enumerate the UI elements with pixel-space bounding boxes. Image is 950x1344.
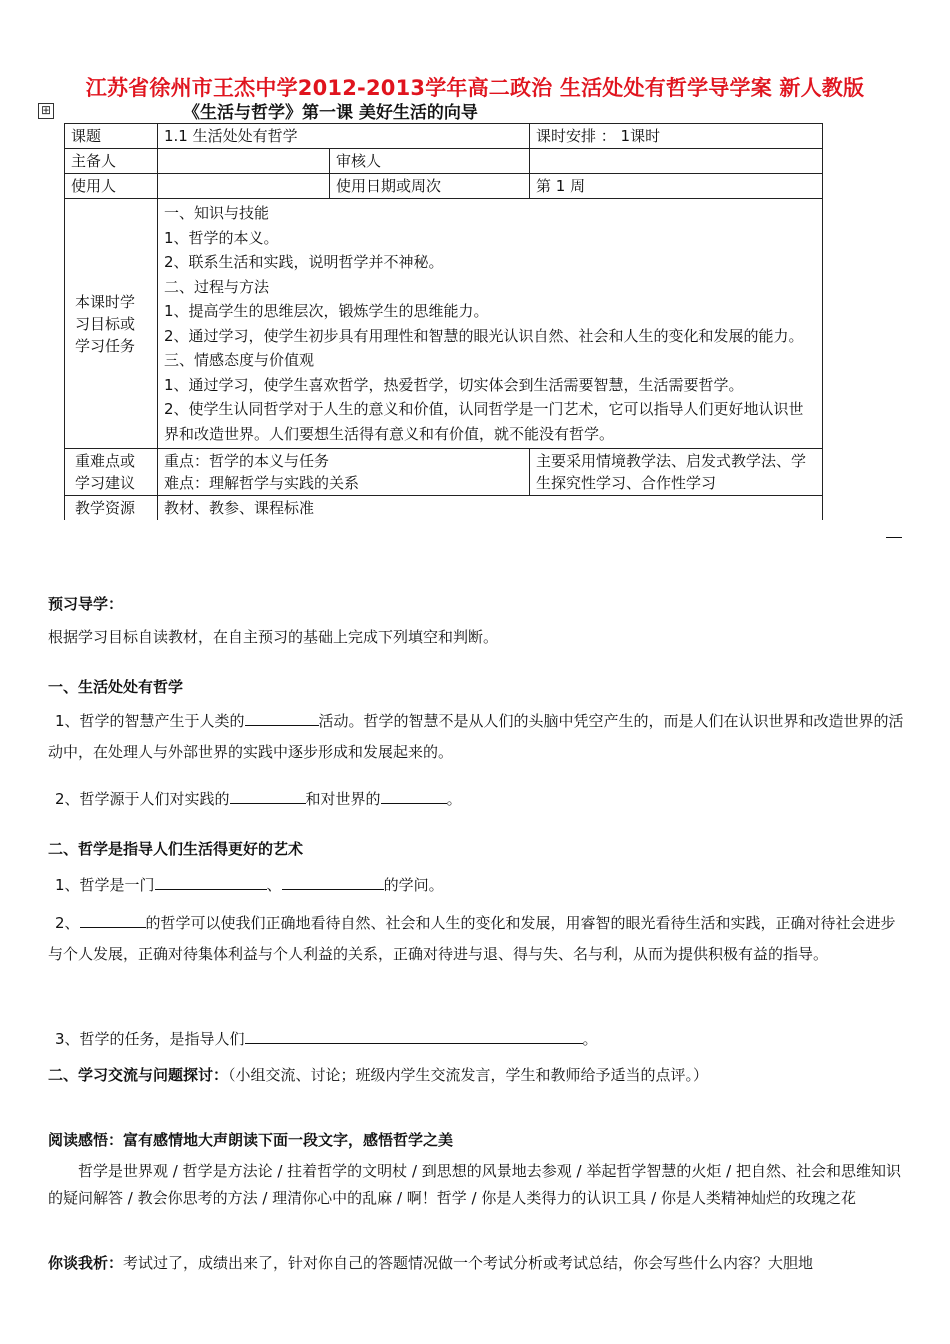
discuss-heading: 你谈我析： bbox=[48, 1254, 124, 1272]
date-value: 第 1 周 bbox=[530, 174, 823, 199]
topic-value: 1.1 生活处处有哲学 bbox=[158, 124, 530, 149]
section1-question-2: 2、哲学源于人们对实践的 和对世界的 。 bbox=[48, 784, 906, 815]
topic-label: 课题 bbox=[65, 124, 158, 149]
answer-blank[interactable] bbox=[381, 787, 447, 804]
margin-dash bbox=[886, 537, 902, 538]
objective-line: 三、情感态度与价值观 bbox=[164, 351, 315, 369]
answer-blank[interactable] bbox=[80, 911, 146, 928]
objective-line: 1、提高学生的思维层次，锻炼学生的思维能力。 bbox=[164, 302, 489, 320]
objectives-cell bbox=[158, 199, 823, 449]
answer-blank[interactable] bbox=[155, 873, 267, 890]
preview-intro: 根据学习目标自读教材，在自主预习的基础上完成下列填空和判断。 bbox=[48, 628, 499, 646]
methods-cell: 主要采用情境教学法、启发式教学法、学生探究性学习、合作性学习 bbox=[530, 449, 823, 496]
user-label: 使用人 bbox=[65, 174, 158, 199]
keypoints-label: 重难点或学习建议 bbox=[65, 449, 158, 496]
document-title: 江苏省徐州市王杰中学2012-2013学年高二政治 生活处处有哲学导学案 新人教版 bbox=[85, 76, 865, 100]
objective-line: 2、联系生活和实践，说明哲学并不神秘。 bbox=[164, 253, 444, 271]
reading-text: 哲学是世界观 / 哲学是方法论 / 拄着哲学的文明杖 / 到思想的风景地去参观 / 举起哲学智慧的火炬 / 把自然、社会和思维知识的疑问解答 / 教会你思考的方法 / 理清你心中的乱麻 / 啊！哲学 / 你是人类得力的认识工具 / 你是人类精神灿烂的玫瑰之花 bbox=[48, 1162, 901, 1207]
section1-question-1: 1、哲学的智慧产生于人类的 活动。哲学的智慧不是从人们的头脑中凭空产生的，而是人们在认识世界和改造世界的活动中，在处理人与外部世界的实践中逐步形成和发展起来的。 bbox=[48, 706, 906, 768]
reviewer-value bbox=[530, 149, 823, 174]
reading-heading: 阅读感悟：富有感情地大声朗读下面一段文字，感悟哲学之美 bbox=[48, 1131, 454, 1149]
author-value bbox=[158, 149, 330, 174]
objectives-label: 本课时学习目标或学习任务 bbox=[65, 199, 158, 449]
resources-label: 教学资源 bbox=[65, 496, 158, 521]
table-anchor-icon[interactable]: ⊞ bbox=[38, 103, 54, 119]
answer-blank[interactable] bbox=[282, 873, 384, 890]
section2-question-2: 2、 的哲学可以使我们正确地看待自然、社会和人生的变化和发展，用睿智的眼光看待生活和实践，正确对待社会进步与个人发展，正确对待集体利益与个人利益的关系，正确对待进与退、得与失、名与利，从而为提供积极有益的指导。 bbox=[48, 908, 906, 970]
schedule-label: 课时安排 ： 1课时 bbox=[530, 124, 823, 149]
author-label: 主备人 bbox=[65, 149, 158, 174]
discuss-text: 考试过了，成绩出来了，针对你自己的答题情况做一个考试分析或考试总结，你会写些什么内容？大胆地 bbox=[123, 1254, 814, 1272]
lesson-plan-table bbox=[64, 123, 823, 520]
objective-line: 1、哲学的本义。 bbox=[164, 228, 279, 247]
section2-question-3: 3、哲学的任务，是指导人们 。 bbox=[48, 1024, 906, 1055]
objective-line: 2、使学生认同哲学对于人生的意义和价值，认同哲学是一门艺术，它可以指导人们更好地认识世界和改造世界。人们要想生活得有意义和有价值，就不能没有哲学。 bbox=[164, 400, 804, 443]
section3 bbox=[48, 1060, 906, 1091]
section2-question-1: 1、哲学是一门 、 的学问。 bbox=[48, 870, 906, 901]
reviewer-label: 审核人 bbox=[330, 149, 530, 174]
objective-line: 2、通过学习，使学生初步具有用理性和智慧的眼光认识自然、社会和人生的变化和发展的能力。 bbox=[164, 326, 804, 345]
section2-heading: 二、哲学是指导人们生活得更好的艺术 bbox=[48, 840, 304, 858]
keypoints-cell bbox=[158, 449, 530, 496]
section3-note: （小组交流、讨论；班级内学生交流发言，学生和教师给予适当的点评。） bbox=[228, 1066, 709, 1084]
lesson-title: 《生活与哲学》第一课 美好生活的向导 bbox=[183, 103, 478, 123]
section3-heading: 二、学习交流与问题探讨： bbox=[48, 1066, 229, 1084]
section1-heading: 一、生活处处有哲学 bbox=[48, 678, 184, 696]
resources-value: 教材、教参、课程标准 bbox=[158, 496, 823, 521]
answer-blank[interactable] bbox=[245, 1027, 583, 1044]
preview-heading: 预习导学： bbox=[48, 595, 124, 613]
objective-line: 二、过程与方法 bbox=[164, 277, 270, 296]
objective-line: 1、通过学习，使学生喜欢哲学，热爱哲学，切实体会到生活需要智慧，生活需要哲学。 bbox=[164, 375, 744, 394]
date-label: 使用日期或周次 bbox=[330, 174, 530, 199]
difficulty: 难点：理解哲学与实践的关系 bbox=[164, 474, 360, 492]
user-value bbox=[158, 174, 330, 199]
answer-blank[interactable] bbox=[230, 787, 306, 804]
keypoint: 重点：哲学的本义与任务 bbox=[164, 452, 330, 470]
objective-line: 一、知识与技能 bbox=[164, 204, 270, 222]
answer-blank[interactable] bbox=[245, 709, 319, 726]
discuss bbox=[48, 1248, 906, 1279]
